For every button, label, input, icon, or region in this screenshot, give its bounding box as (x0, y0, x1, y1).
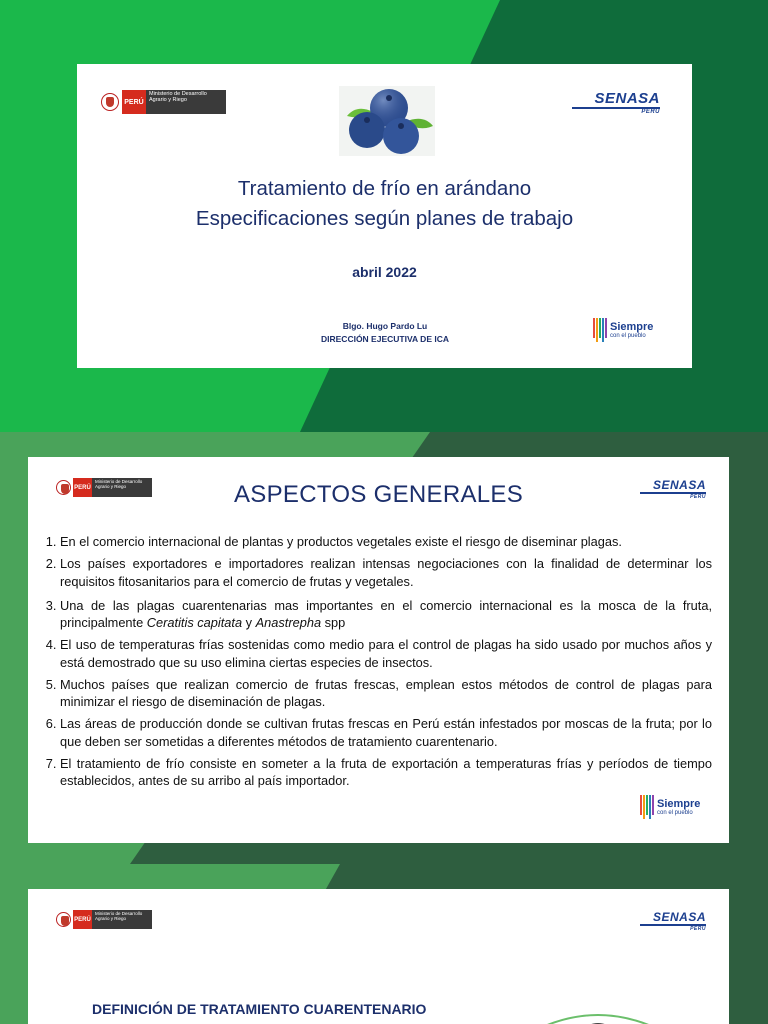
siempre-wordmark: Siempre (657, 797, 701, 810)
ministry-logo (101, 90, 226, 114)
coat-of-arms-icon (101, 93, 119, 111)
siempre-tagline: con el pueblo (610, 332, 646, 339)
aspects-list-container (40, 533, 712, 794)
siempre-logo (640, 795, 700, 819)
siempre-stripes-icon (640, 795, 654, 819)
list-item: 1. En el comercio internacional de plantas y productos vegetales existe el riesgo de diseminar plagas. (60, 533, 712, 550)
senasa-wordmark: SENASA (652, 478, 706, 492)
slide-definicion (0, 864, 768, 1024)
siempre-tagline: con el pueblo (657, 809, 693, 816)
siempre-stripes-icon (593, 318, 607, 342)
slide-aspectos-generales (0, 432, 768, 864)
circle-graphic-partial (528, 1007, 668, 1024)
senasa-wordmark: SENASA (652, 910, 706, 924)
presentation-date: abril 2022 (352, 264, 417, 280)
list-item: 7. El tratamiento de frío consiste en someter a la fruta de exportación a temperaturas frías y períodos de tiempo establecidos, antes de su arribo al país importador. (60, 755, 712, 790)
senasa-logo (640, 478, 706, 500)
species-name: Anastrepha (255, 615, 322, 631)
siempre-wordmark: Siempre (610, 320, 654, 333)
list-item: 5. Muchos países que realizan comercio de frutas frescas, emplean estos métodos de control de plagas para minimizar el riesgo de diseminación de plagas. (60, 676, 712, 711)
content-card (28, 457, 729, 843)
senasa-country: PERU (690, 494, 706, 500)
species-name: Ceratitis capitata (146, 615, 243, 631)
senasa-country: PERU (641, 109, 660, 115)
ministry-label: Ministerio de Desarrollo Agrario y Riego (146, 90, 226, 114)
list-item-text: y (242, 615, 256, 631)
list-item-text: Una de las plagas cuarentenarias mas importantes en el comercio internacional es la mosca de la fruta, principalmente (60, 597, 712, 631)
author-name: Blgo. Hugo Pardo Lu (342, 321, 428, 331)
author-block (277, 320, 493, 346)
title-line-1: Tratamiento de frío en arándano (237, 177, 532, 200)
title-line-2: Especificaciones según planes de trabajo (195, 207, 574, 230)
slide-heading: ASPECTOS GENERALES (233, 481, 524, 508)
peru-badge: PERÚ (73, 910, 92, 929)
title-card (77, 64, 692, 368)
peru-badge: PERÚ (122, 90, 146, 114)
list-item (60, 597, 712, 632)
ministry-logo (56, 910, 152, 929)
list-item: 4. El uso de temperaturas frías sostenidas como medio para el control de plagas ha sido usado por muchos años y está demostrado que su uso elimina ciertas especies de insectos. (60, 636, 712, 671)
section-heading: DEFINICIÓN DE TRATAMIENTO CUARENTENARIO (92, 1001, 427, 1017)
coat-of-arms-icon (56, 912, 71, 927)
aspects-list (40, 533, 712, 789)
siempre-logo (593, 318, 653, 342)
author-office: DIRECCIÓN EJECUTIVA DE ICA (321, 334, 449, 344)
peru-badge: PERÚ (73, 478, 92, 497)
list-item-text: spp (321, 615, 346, 631)
slide-title-text (77, 174, 692, 234)
blueberries-image (339, 86, 435, 156)
content-card (28, 889, 729, 1024)
list-item: 6. Las áreas de producción donde se cultivan frutas frescas en Perú están infestados por moscas de la fruta; por lo que deben ser sometidas a diferentes métodos de tratamiento cuarentenario. (60, 715, 712, 750)
ministry-label: Ministerio de Desarrollo Agrario y Riego (92, 478, 152, 497)
ministry-label: Ministerio de Desarrollo Agrario y Riego (92, 910, 152, 929)
list-item: 2. Los países exportadores e importadores realizan intensas negociaciones con la finalidad de determinar los requisitos fitosanitarios para el comercio de frutas y vegetales. (60, 555, 712, 590)
senasa-logo (640, 910, 706, 932)
senasa-wordmark: SENASA (594, 90, 660, 107)
senasa-country: PERU (690, 926, 706, 932)
slide-title (0, 0, 768, 432)
senasa-logo (572, 90, 660, 115)
